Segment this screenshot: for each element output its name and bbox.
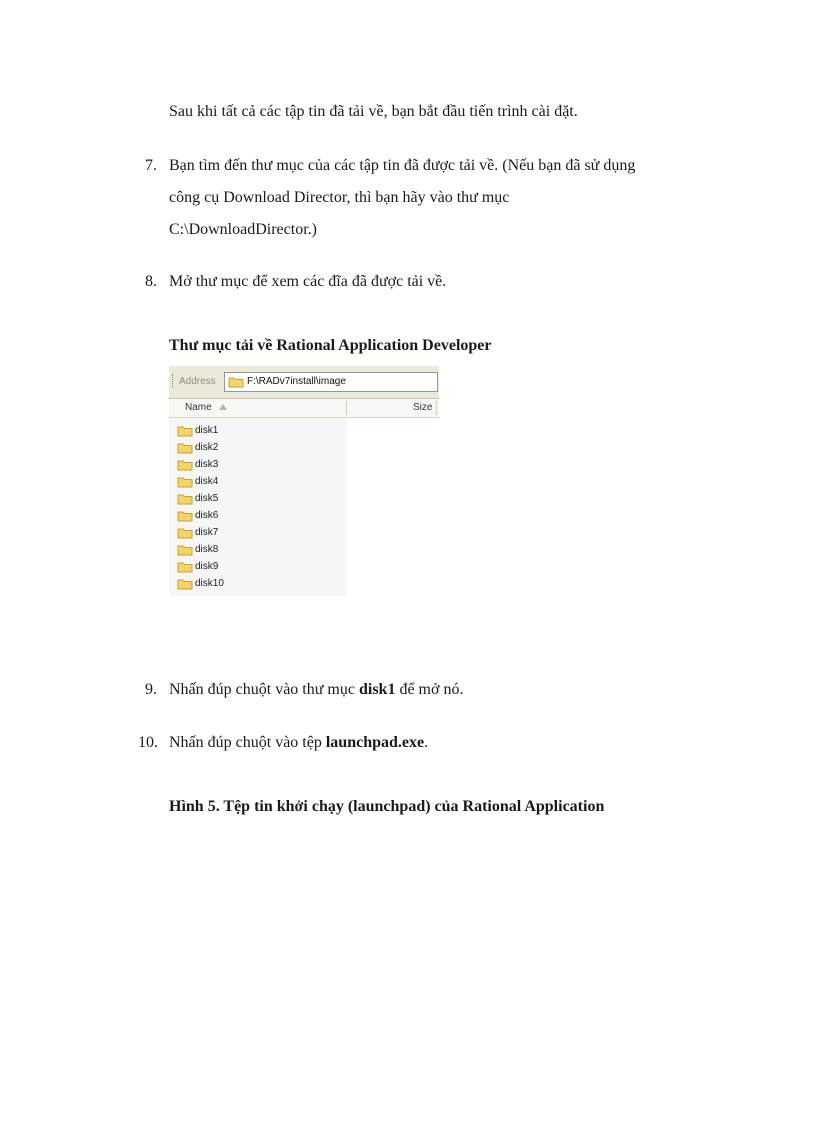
- step-10-number: 10.: [138, 734, 158, 751]
- folder-name: disk6: [195, 510, 219, 521]
- step-9-before: Nhấn đúp chuột vào thư mục: [169, 681, 359, 698]
- explorer-screenshot: [169, 366, 439, 596]
- step-8-text: Mở thư mục để xem các đĩa đã được tải về.: [169, 273, 447, 290]
- sort-ascending-icon: [219, 404, 227, 410]
- folder-name: disk7: [195, 527, 219, 538]
- size-column-area: [347, 418, 439, 596]
- folder-icon: [177, 476, 193, 488]
- folder-name: disk4: [195, 476, 219, 487]
- column-size[interactable]: Size: [413, 402, 433, 413]
- column-divider[interactable]: [346, 401, 347, 415]
- step-9-number: 9.: [145, 681, 157, 698]
- folder-item[interactable]: [177, 473, 224, 490]
- folder-icon: [177, 459, 193, 471]
- folder-item[interactable]: [177, 541, 224, 558]
- folder-item[interactable]: [177, 490, 224, 507]
- folder-icon: [177, 442, 193, 454]
- figure-caption: Thư mục tải về Rational Application Developer: [169, 337, 492, 354]
- folder-icon: [177, 544, 193, 556]
- folder-name: disk5: [195, 493, 219, 504]
- folder-item[interactable]: [177, 422, 224, 439]
- step-8-number: 8.: [145, 273, 157, 290]
- folder-name: disk10: [195, 578, 224, 589]
- step-10-after: .: [424, 734, 429, 751]
- folder-icon: [177, 493, 193, 505]
- step-10-text: [169, 734, 428, 752]
- folder-name: disk9: [195, 561, 219, 572]
- toolbar-grip: [172, 374, 175, 388]
- folder-icon: [228, 376, 244, 388]
- step-9-after: để mở nó.: [395, 681, 464, 698]
- step-9-text: [169, 681, 463, 699]
- folder-item[interactable]: [177, 439, 224, 456]
- step-9-bold: disk1: [358, 681, 396, 698]
- address-bar: [169, 366, 439, 399]
- step-7-number: 7.: [145, 157, 157, 174]
- step-7-line-2: công cụ Download Director, thì bạn hãy vào thư mục: [169, 189, 510, 206]
- column-divider[interactable]: [436, 401, 437, 415]
- step-7-line-1: Bạn tìm đến thư mục của các tập tin đã được tải về. (Nếu bạn đã sử dụng: [169, 157, 636, 174]
- address-label: Address: [179, 376, 216, 387]
- folder-icon: [177, 510, 193, 522]
- step-7-line-3: C:\DownloadDirector.): [169, 221, 317, 238]
- folder-item[interactable]: [177, 456, 224, 473]
- step-10-bold: launchpad.exe: [325, 734, 425, 751]
- folder-icon: [177, 578, 193, 590]
- intro-paragraph: Sau khi tất cả các tập tin đã tải về, bạn bắt đầu tiến trình cài đặt.: [169, 103, 578, 120]
- column-header: [169, 399, 439, 418]
- folder-item[interactable]: [177, 558, 224, 575]
- folder-name: disk1: [195, 425, 219, 436]
- folder-name: disk3: [195, 459, 219, 470]
- folder-item[interactable]: [177, 524, 224, 541]
- figure-5-caption: Hình 5. Tệp tin khởi chạy (launchpad) của Rational Application: [169, 798, 605, 815]
- address-path: F:\RADv7install\image: [247, 376, 346, 387]
- folder-item[interactable]: [177, 575, 224, 592]
- folder-name: disk2: [195, 442, 219, 453]
- folder-icon: [177, 561, 193, 573]
- folder-item[interactable]: [177, 507, 224, 524]
- step-10-before: Nhấn đúp chuột vào tệp: [169, 734, 326, 751]
- address-field[interactable]: [224, 372, 438, 392]
- folder-icon: [177, 527, 193, 539]
- column-name[interactable]: Name: [185, 402, 212, 413]
- folder-list: [177, 422, 224, 592]
- folder-icon: [177, 425, 193, 437]
- folder-name: disk8: [195, 544, 219, 555]
